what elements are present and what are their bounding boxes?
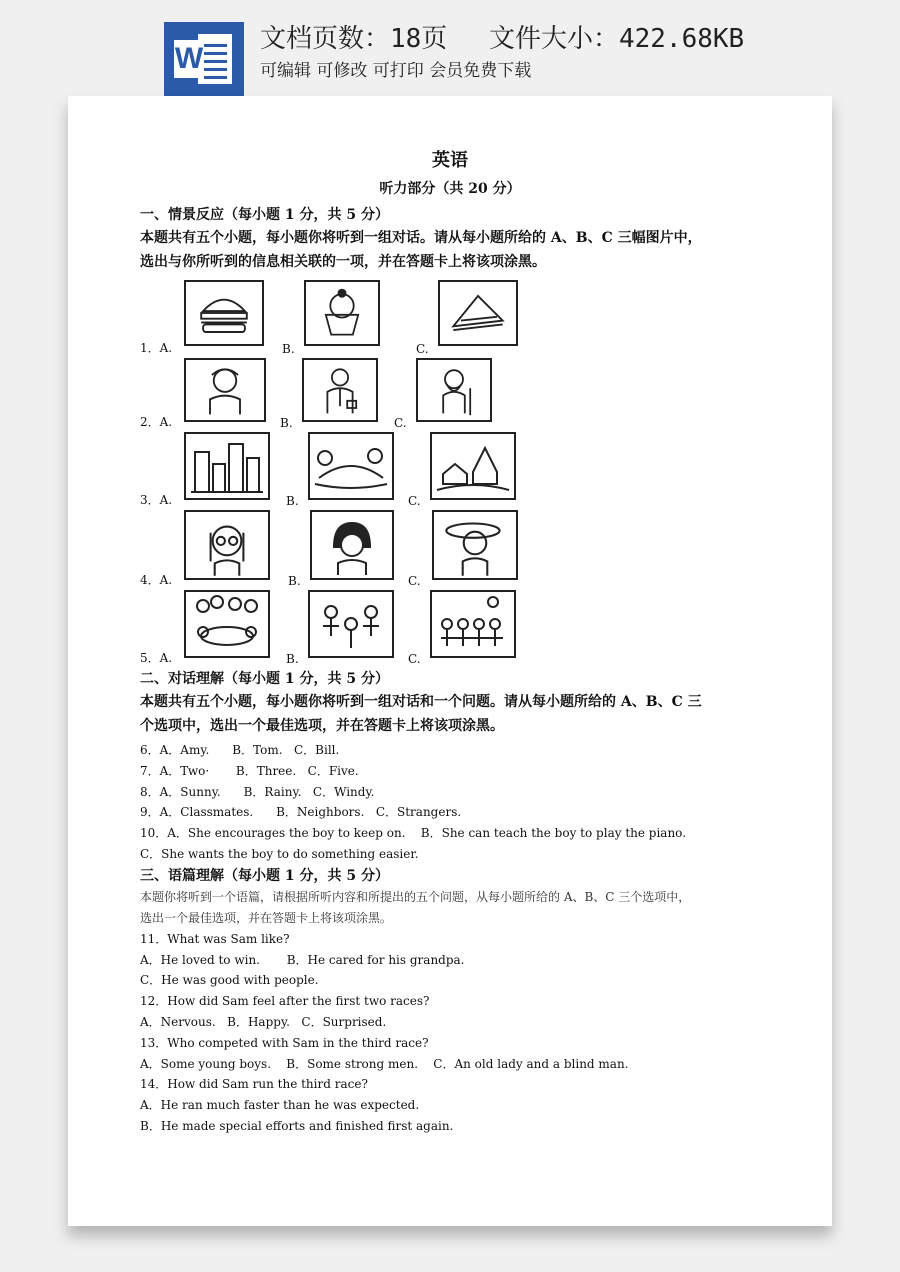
sandwich-icon [438, 280, 518, 346]
question-line: 14．How did Sam run the third race? [140, 1077, 368, 1092]
section3-questions [140, 929, 760, 1137]
document-stats: 文档页数：18页 文件大小：422.68KB [260, 24, 745, 54]
option-label: C. [408, 494, 421, 508]
village-icon [430, 432, 516, 500]
girl-with-glasses-icon [184, 510, 270, 580]
hamburger-icon [184, 280, 264, 346]
question-number-label: 1．A. [140, 341, 173, 355]
man-in-suit-icon [302, 358, 378, 422]
kids-playing-icon [430, 590, 516, 658]
question-number-label: 2．A. [140, 415, 173, 429]
question-line: 7．A．Two· B．Three. C．Five. [140, 763, 359, 778]
section1-heading: 一、情景反应（每小题 1 分，共 5 分） [140, 207, 389, 223]
document-features: 可编辑 可修改 可打印 会员免费下载 [260, 61, 532, 81]
option-label: B. [288, 574, 301, 588]
park-bridge-icon [308, 432, 394, 500]
girl-with-hat-icon [432, 510, 518, 580]
question-line: A．He ran much faster than he was expected. [140, 1098, 420, 1113]
question-line: C．He was good with people. [140, 973, 319, 988]
question-line: B．He made special efforts and finished first again. [140, 1118, 454, 1133]
section1-instruction: 本题共有五个小题，每小题你将听到一组对话。请从每小题所给的 A、B、C 三幅图片中， 选出与你所听到的信息相关联的一项，并在答题卡上将该项涂黑。 [140, 230, 702, 270]
document-info-header [0, 0, 900, 100]
question-line: 9．A．Classmates. B．Neighbors. C．Strangers. [140, 805, 462, 820]
old-man-icon [416, 358, 492, 422]
document-page [68, 96, 832, 1226]
section2-heading: 二、对话理解（每小题 1 分，共 5 分） [140, 671, 389, 687]
option-label: C. [408, 652, 421, 666]
picture-question-row [140, 432, 760, 510]
option-label: C. [408, 574, 421, 588]
question-line: 13．Who competed with Sam in the third race? [140, 1035, 429, 1050]
question-number-label: 4．A. [140, 573, 173, 587]
question-line: C．She wants the boy to do something easier. [140, 846, 419, 861]
question-line: 10．A．She encourages the boy to keep on. B．She can teach the boy to play the piano. [140, 826, 687, 841]
option-label: B. [280, 416, 293, 430]
question-line: 8．A．Sunny. B．Rainy. C．Windy. [140, 784, 375, 799]
page-subtitle: 听力部分（共 20 分） [379, 181, 521, 197]
option-label: C. [416, 342, 429, 356]
picture-question-row [140, 590, 760, 668]
question-number-label: 3．A. [140, 493, 173, 507]
section2-questions [140, 740, 760, 865]
section3-heading: 三、语篇理解（每小题 1 分，共 5 分） [140, 867, 389, 884]
section3-instruction: 本题你将听到一个语篇，请根据所听内容和所提出的五个问题，从每小题所给的 A、B、C 三个选项中， 选出一个最佳选项，并在答题卡上将该项涂黑。 [140, 889, 691, 925]
question-line: 11．What was Sam like? [140, 931, 290, 946]
option-label: C. [394, 416, 407, 430]
party-icon [184, 590, 270, 658]
boy-icon [184, 358, 266, 422]
question-line: 6．A．Amy. B．Tom. C．Bill. [140, 743, 340, 757]
question-line: A．He loved to win. B．He cared for his grandpa. [140, 952, 465, 967]
document-content [140, 146, 760, 1137]
picture-questions [140, 280, 760, 668]
question-number-label: 5．A. [140, 651, 173, 665]
dancing-kids-icon [308, 590, 394, 658]
section2-instruction: 本题共有五个小题，每小题你将听到一组对话和一个问题。请从每小题所给的 A、B、C 三 个选项中，选出一个最佳选项，并在答题卡上将该项涂黑。 [140, 694, 702, 734]
word-document-icon: W [164, 22, 244, 96]
picture-question-row [140, 510, 760, 590]
option-label: B. [286, 494, 299, 508]
girl-short-hair-icon [310, 510, 394, 580]
page-title: 英语 [432, 150, 468, 171]
picture-question-row [140, 280, 760, 358]
option-label: B. [282, 342, 295, 356]
cupcake-icon [304, 280, 380, 346]
picture-question-row [140, 358, 760, 432]
question-line: 12．How did Sam feel after the first two races? [140, 994, 430, 1009]
question-line: A．Some young boys. B．Some strong men. C．An old lady and a blind man. [140, 1056, 629, 1071]
question-line: A．Nervous. B．Happy. C．Surprised. [140, 1014, 387, 1029]
city-icon [184, 432, 270, 500]
option-label: B. [286, 652, 299, 666]
